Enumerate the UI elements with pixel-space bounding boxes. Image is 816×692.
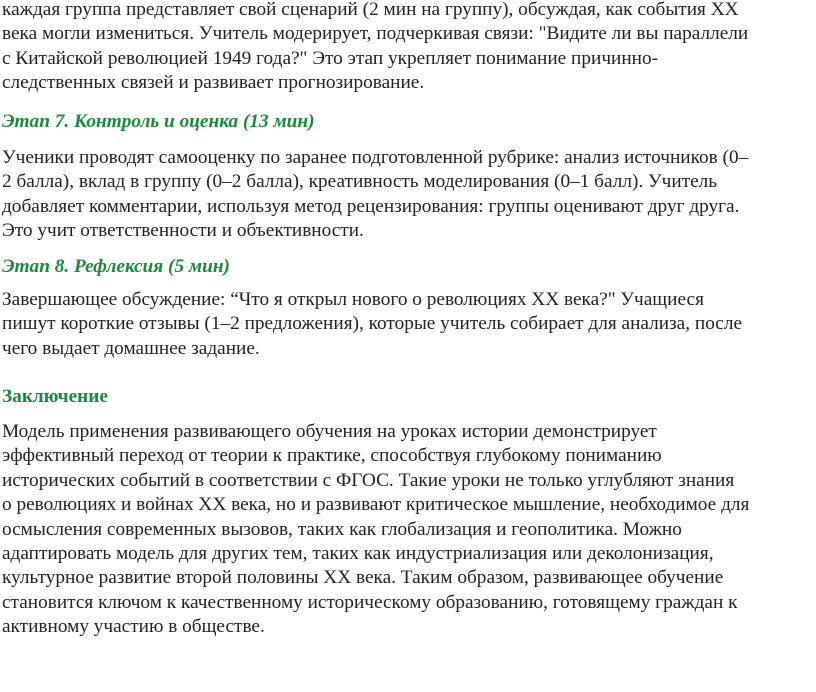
text-line: с Китайской революцией 1949 года?" Это этап укрепляет понимание причинно- <box>2 47 659 69</box>
stage-8-paragraph <box>2 288 742 361</box>
text-line: века могли измениться. Учитель модерирует, подчеркивая связи: "Видите ли вы параллели <box>2 23 749 45</box>
stage-8-heading: Этап 8. Рефлексия (5 мин) <box>2 256 230 277</box>
text-line: следственных связей и развивает прогнозирование. <box>2 72 425 94</box>
text-line: Это учит ответственности и объективности. <box>2 220 364 242</box>
text-line: чего выдает домашнее задание. <box>2 337 260 359</box>
conclusion-heading: Заключение <box>2 386 108 407</box>
text-line: культурное развитие второй половины XX века. Таким образом, развивающее обучение <box>2 567 724 589</box>
text-line: осмысления современных вызовов, таких как глобализация и геополитика. Можно <box>2 518 682 540</box>
stage-7-paragraph <box>2 146 748 244</box>
text-line: эффективный переход от теории к практике, способствуя глубокому пониманию <box>2 445 662 467</box>
text-line: становится ключом к качественному историческому образованию, готовящему граждан к <box>2 591 738 613</box>
text-line: каждая группа представляет свой сценарий (2 мин на группу), обсуждая, как события XX <box>2 0 739 20</box>
text-line: Ученики проводят самооценку по заранее подготовленной рубрике: анализ источников (0– <box>2 147 749 168</box>
text-line: активному участию в обществе. <box>2 616 265 638</box>
text-line: пишут короткие отзывы (1–2 предложения), которые учитель собирает для анализа, после <box>2 313 743 335</box>
text-line: 2 балла), вклад в группу (0–2 балла), креативность моделирования (0–1 балл). Учитель <box>2 171 718 193</box>
text-line: добавляет комментарии, используя метод рецензирования: группы оценивают друг друга. <box>2 195 740 217</box>
text-line: исторических событий в соответствии с ФГОС. Такие уроки не только углубляют знания <box>2 469 735 491</box>
text-line: адаптировать модель для других тем, таких как индустриализация или деколонизация, <box>2 543 714 565</box>
text-line: Модель применения развивающего обучения на уроках истории демонстрирует <box>2 421 657 442</box>
text-line: о революциях и войнах XX века, но и развивают критическое мышление, необходимое для <box>2 494 750 516</box>
stage-7-heading: Этап 7. Контроль и оценка (13 мин) <box>2 111 315 132</box>
conclusion-paragraph <box>2 420 749 640</box>
intro-paragraph <box>2 0 748 96</box>
text-line: Завершающее обсуждение: “Что я открыл нового о революциях XX века?" Учащиеся <box>2 289 704 310</box>
